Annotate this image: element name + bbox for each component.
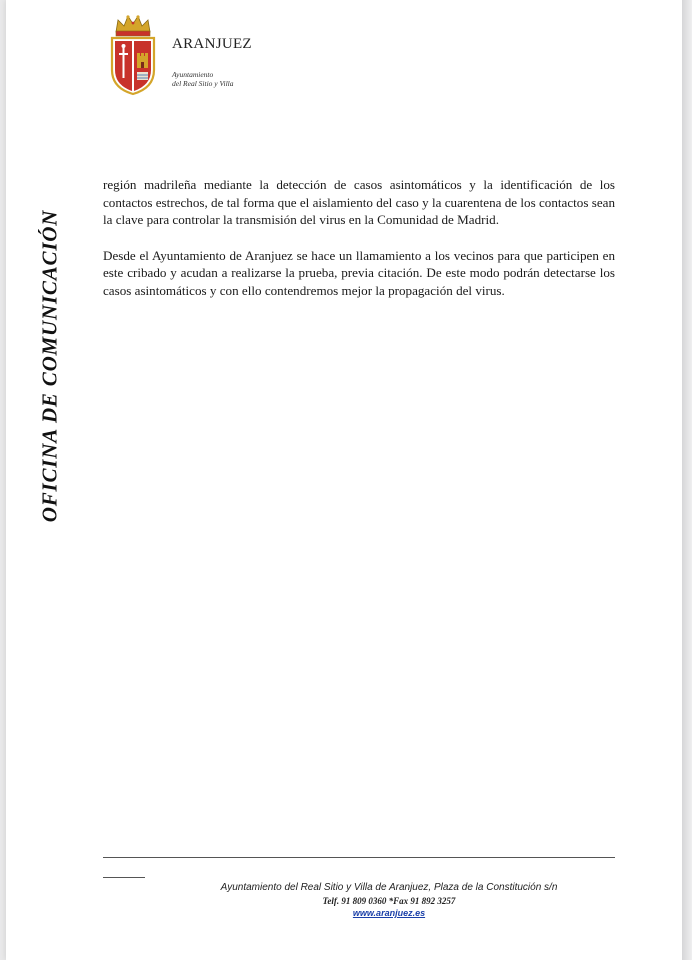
body-paragraph-1: región madrileña mediante la detección de casos asintomáticos y la identificación de los contactos estrechos, de tal forma que el aislamiento del caso y la cuarentena de los contactos sean la clave para controlar la transmisión del virus en la Comunidad de Madrid.: [103, 177, 615, 227]
side-title: OFICINA DE COMUNICACIÓN: [37, 209, 62, 523]
footer-phone: Telf. 91 809 0360 *Fax 91 892 3257: [322, 896, 456, 906]
brand-subtitle-line-2: del Real Sitio y Villa: [172, 79, 234, 88]
document-body: [103, 176, 615, 317]
footer: [103, 881, 615, 919]
document-page: [6, 0, 682, 960]
brand-subtitle-line-1: Ayuntamiento: [172, 70, 214, 79]
brand-subtitle: [172, 70, 234, 88]
brand-name: ARANJUEZ: [172, 36, 252, 52]
body-paragraph-2: Desde el Ayuntamiento de Aranjuez se hace un llamamiento a los vecinos para que participen en este cribado y acudan a realizarse la prueba, previa citación. De este modo podrán detectarse los casos asintomáticos y con ello contendremos mejor la propagación del virus.: [103, 247, 615, 298]
footer-address: Ayuntamiento del Real Sitio y Villa de Aranjuez, Plaza de la Constitución s/n: [220, 882, 558, 893]
footer-divider: [103, 857, 615, 858]
page-edge-shadow: [682, 0, 692, 960]
side-title-container: [30, 186, 70, 546]
footer-website-link[interactable]: www.aranjuez.es: [352, 908, 426, 918]
coat-of-arms-icon: [104, 12, 162, 98]
footer-short-divider: [103, 877, 145, 878]
